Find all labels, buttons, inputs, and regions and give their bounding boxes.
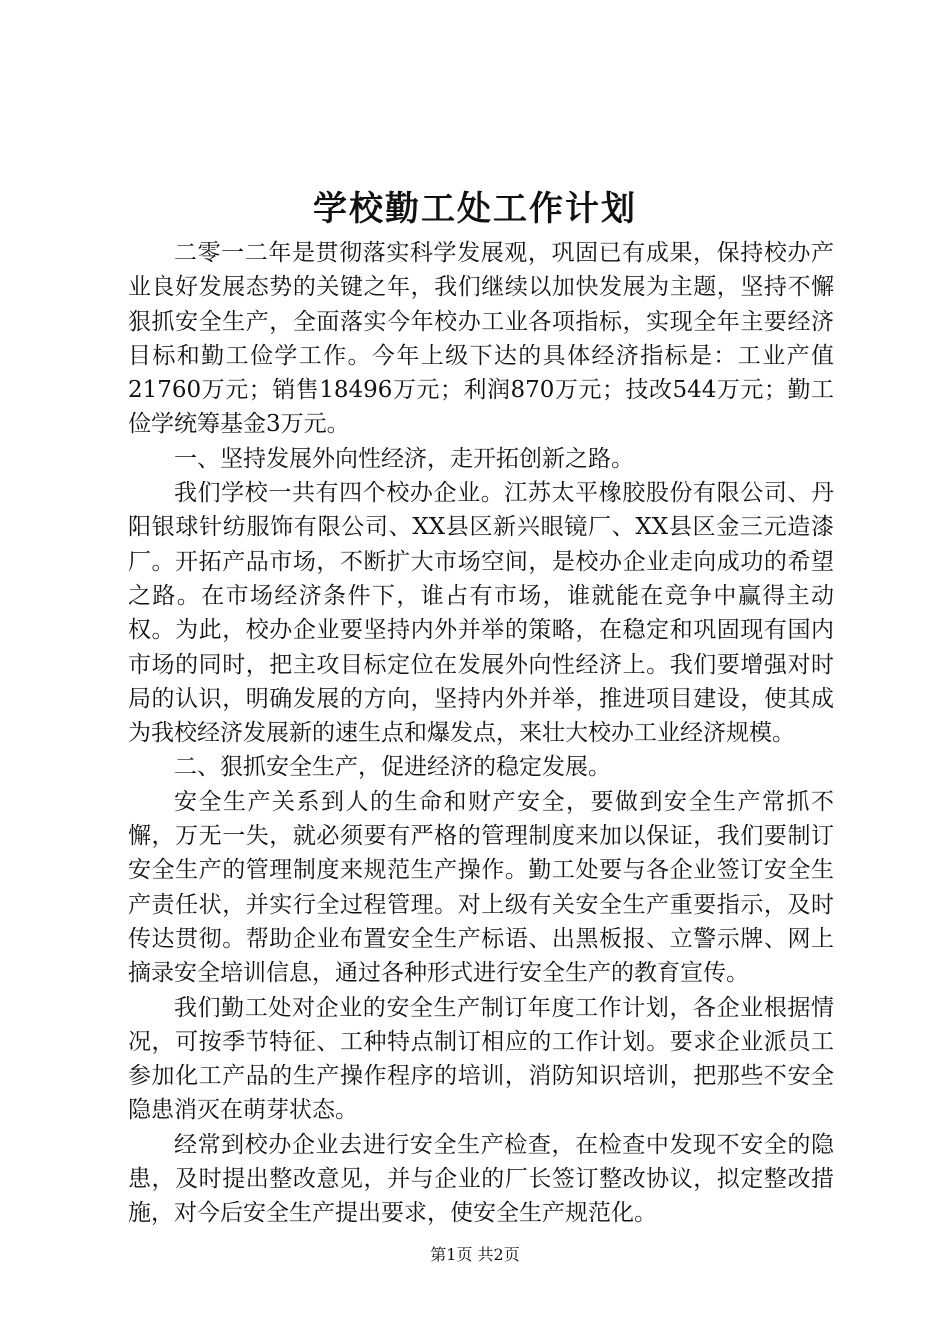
paragraph: 我们勤工处对企业的安全生产制订年度工作计划，各企业根据情况，可按季节特征、工种特点制订相应的工作计划。要求企业派员工参加化工产品的生产操作程序的培训，消防知识培训，把那些不安全隐患消灭在萌芽状态。 (128, 994, 834, 1124)
document-body (128, 236, 834, 1231)
document-title: 学校勤工处工作计划 (313, 189, 637, 229)
section-heading: 一、坚持发展外向性经济，走开拓创新之路。 (174, 445, 634, 472)
paragraph: 二零一二年是贯彻落实科学发展观，巩固已有成果，保持校办产业良好发展态势的关键之年，我们继续以加快发展为主题，坚持不懈狠抓安全生产，全面落实今年校办工业各项指标，实现全年主要经济目标和勤工俭学工作。今年上级下达的具体经济指标是：工业产值21760万元；销售18496万元；利润870万元；技改544万元；勤工俭学统筹基金3万元。 (128, 240, 834, 438)
paragraph: 我们学校一共有四个校办企业。江苏太平橡胶股份有限公司、丹阳银球针纺服饰有限公司、XX县区新兴眼镜厂、XX县区金三元造漆厂。开拓产品市场，不断扩大市场空间，是校办企业走向成功的希望之路。在市场经济条件下，谁占有市场，谁就能在竞争中赢得主动权。为此，校办企业要坚持内外并举的策略，在稳定和巩固现有国内市场的同时，把主攻目标定位在发展外向性经济上。我们要增强对时局的认识，明确发展的方向，坚持内外并举，推进项目建设，使其成为我校经济发展新的速生点和爆发点，来壮大校办工业经济规模。 (128, 480, 834, 747)
page-footer: 第1页 共2页 (430, 1245, 520, 1264)
paragraph: 安全生产关系到人的生命和财产安全，要做到安全生产常抓不懈，万无一失，就必须要有严格的管理制度来加以保证，我们要制订安全生产的管理制度来规范生产操作。勤工处要与各企业签订安全生产责任状，并实行全过程管理。对上级有关安全生产重要指示，及时传达贯彻。帮助企业布置安全生产标语、出黑板报、立警示牌、网上摘录安全培训信息，通过各种形式进行安全生产的教育宣传。 (128, 788, 834, 987)
paragraph: 经常到校办企业去进行安全生产检查，在检查中发现不安全的隐患，及时提出整改意见，并与企业的厂长签订整改协议，拟定整改措施，对今后安全生产提出要求，使安全生产规范化。 (128, 1131, 834, 1227)
section-heading: 二、狠抓安全生产，促进经济的稳定发展。 (174, 754, 611, 781)
